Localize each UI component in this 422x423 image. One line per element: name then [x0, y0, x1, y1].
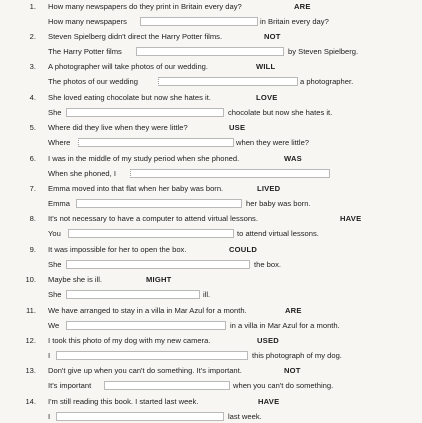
- question-text: A photographer will take photos of our wedding.: [48, 62, 208, 71]
- item-number: 12.: [25, 336, 36, 345]
- sentence-start: The photos of our wedding: [48, 77, 138, 86]
- sentence-end: when you can't do something.: [233, 381, 334, 390]
- keyword: COULD: [229, 245, 257, 254]
- keyword: ARE: [294, 2, 311, 11]
- answer-field[interactable]: [130, 169, 330, 178]
- item-number: 10.: [25, 275, 36, 284]
- question-text: I took this photo of my dog with my new camera.: [48, 336, 211, 345]
- item-number: 4.: [29, 93, 36, 102]
- keyword: HAVE: [258, 397, 280, 406]
- keyword: HAVE: [340, 214, 362, 223]
- item-number: 3.: [29, 62, 36, 71]
- sentence-end: when they were little?: [236, 138, 310, 147]
- answer-field[interactable]: [66, 321, 226, 330]
- keyword: MIGHT: [146, 275, 172, 284]
- keyword: LOVE: [256, 93, 278, 102]
- question-text: We have arranged to stay in a villa in Mar Azul for a month.: [48, 306, 247, 315]
- sentence-end: a photographer.: [300, 77, 354, 86]
- sentence-start: It's important: [48, 381, 92, 390]
- question-text: It was impossible for her to open the box.: [48, 245, 187, 254]
- keyword: WAS: [284, 154, 302, 163]
- answer-field[interactable]: [66, 260, 250, 269]
- question-text: Don't give up when you can't do something. It's important.: [48, 366, 242, 375]
- sentence-end: this photograph of my dog.: [252, 351, 342, 360]
- item-number: 7.: [29, 184, 36, 193]
- sentence-end: to attend virtual lessons.: [237, 229, 319, 238]
- question-text: It's not necessary to have a computer to attend virtual lessons.: [48, 214, 258, 223]
- answer-field[interactable]: [104, 381, 230, 390]
- answer-field[interactable]: [76, 199, 242, 208]
- sentence-start: She: [48, 108, 62, 117]
- answer-field[interactable]: [66, 290, 200, 299]
- answer-field[interactable]: [158, 77, 298, 86]
- question-text: Where did they live when they were little?: [48, 123, 188, 132]
- answer-field[interactable]: [136, 47, 284, 56]
- item-number: 6.: [29, 154, 36, 163]
- item-number: 13.: [25, 366, 36, 375]
- question-text: Steven Spielberg didn't direct the Harry Potter films.: [48, 32, 223, 41]
- sentence-end: her baby was born.: [246, 199, 311, 208]
- keyword: NOT: [284, 366, 301, 375]
- question-text: I'm still reading this book. I started last week.: [48, 397, 199, 406]
- sentence-end: in Britain every day?: [260, 17, 329, 26]
- keyword: USE: [229, 123, 246, 132]
- sentence-start: The Harry Potter films: [48, 47, 122, 56]
- sentence-start: I: [48, 412, 51, 421]
- sentence-end: chocolate but now she hates it.: [228, 108, 333, 117]
- keyword: USED: [257, 336, 279, 345]
- item-number: 8.: [29, 214, 36, 223]
- sentence-start: When she phoned, I: [48, 169, 116, 178]
- question-text: How many newspapers do they print in Britain every day?: [48, 2, 242, 11]
- sentence-start: She: [48, 260, 62, 269]
- question-text: I was in the middle of my study period when she phoned.: [48, 154, 240, 163]
- answer-field[interactable]: [78, 138, 234, 147]
- keyword: LIVED: [257, 184, 281, 193]
- sentence-start: We: [48, 321, 60, 330]
- sentence-start: How many newspapers: [48, 17, 127, 26]
- sentence-start: Where: [48, 138, 71, 147]
- item-number: 9.: [29, 245, 36, 254]
- question-text: Emma moved into that flat when her baby was born.: [48, 184, 224, 193]
- sentence-end: by Steven Spielberg.: [288, 47, 359, 56]
- sentence-start: You: [48, 229, 61, 238]
- keyword: ARE: [285, 306, 302, 315]
- sentence-end: ill.: [203, 290, 211, 299]
- sentence-end: last week.: [228, 412, 262, 421]
- answer-field[interactable]: [56, 412, 224, 421]
- sentence-end: in a villa in Mar Azul for a month.: [230, 321, 340, 330]
- sentence-start: I: [48, 351, 51, 360]
- item-number: 11.: [26, 306, 36, 315]
- question-text: Maybe she is ill.: [48, 275, 103, 284]
- item-number: 2.: [29, 32, 36, 41]
- keyword: NOT: [264, 32, 281, 41]
- sentence-start: Emma: [48, 199, 70, 208]
- sentence-end: the box.: [254, 260, 282, 269]
- question-text: She loved eating chocolate but now she hates it.: [48, 93, 211, 102]
- keyword: WILL: [256, 62, 276, 71]
- item-number: 5.: [29, 123, 36, 132]
- answer-field[interactable]: [66, 108, 224, 117]
- answer-field[interactable]: [56, 351, 248, 360]
- item-number: 1.: [29, 2, 36, 11]
- answer-field[interactable]: [68, 229, 234, 238]
- sentence-start: She: [48, 290, 62, 299]
- answer-field[interactable]: [140, 17, 258, 26]
- item-number: 14.: [25, 397, 36, 406]
